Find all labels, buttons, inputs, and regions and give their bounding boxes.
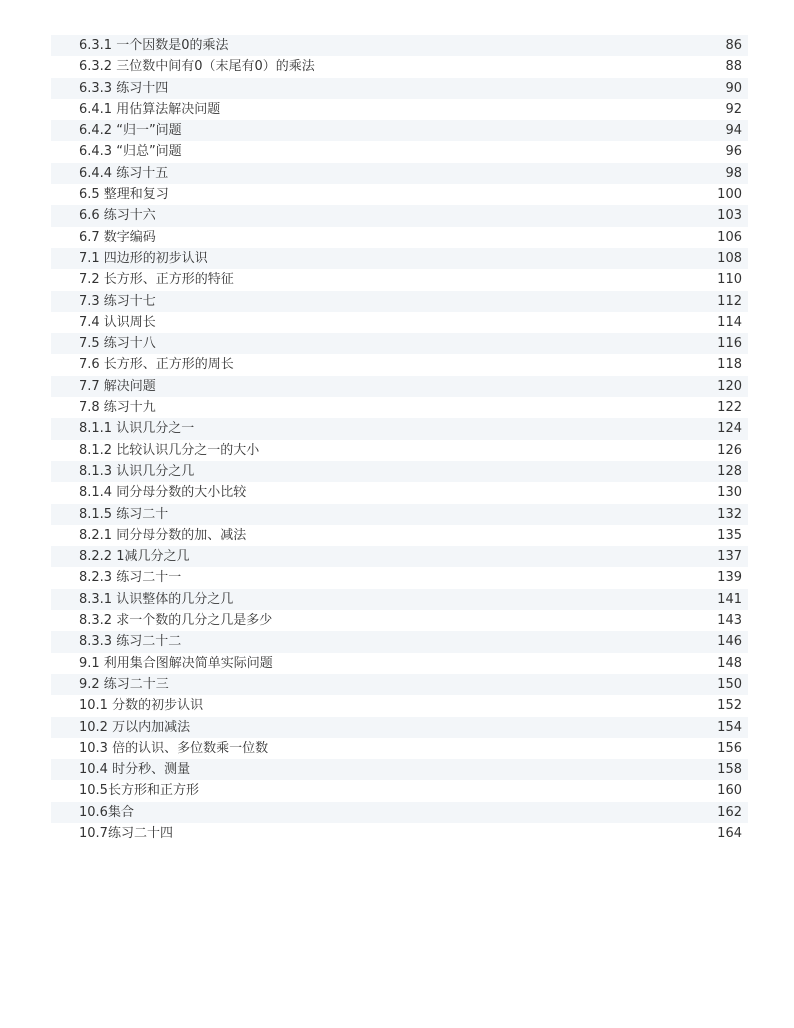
toc-entry-page-number: 143 <box>717 613 742 629</box>
toc-entry-page-number: 135 <box>717 527 742 543</box>
toc-entry-page-number: 162 <box>717 804 742 820</box>
toc-entry-title: 10.1 分数的初步认识 <box>79 698 204 714</box>
toc-row[interactable] <box>51 227 748 248</box>
toc-entry-page-number: 132 <box>717 506 742 522</box>
toc-entry-page-number: 86 <box>725 38 742 53</box>
toc-entry-page-number: 106 <box>717 229 742 245</box>
table-of-contents <box>51 35 748 844</box>
toc-entry-title: 8.3.3 练习二十二 <box>79 634 182 650</box>
toc-entry-title: 8.3.2 求一个数的几分之几是多少 <box>79 613 273 629</box>
toc-entry-title: 6.4.1 用估算法解决问题 <box>79 101 221 117</box>
toc-entry-page-number: 130 <box>717 485 742 501</box>
toc-entry-page-number: 124 <box>717 421 742 437</box>
toc-entry-page-number: 148 <box>717 655 742 671</box>
toc-row[interactable] <box>51 99 748 120</box>
toc-entry-title: 10.6集合 <box>79 804 134 820</box>
toc-entry-title: 8.1.4 同分母分数的大小比较 <box>79 485 247 501</box>
toc-row[interactable] <box>51 120 748 141</box>
toc-row[interactable] <box>51 418 748 439</box>
toc-row[interactable] <box>51 205 748 226</box>
toc-row[interactable] <box>51 631 748 652</box>
toc-row[interactable] <box>51 291 748 312</box>
toc-entry-title: 10.2 万以内加减法 <box>79 719 191 735</box>
toc-row[interactable] <box>51 802 748 823</box>
toc-entry-title: 10.4 时分秒、测量 <box>79 762 191 778</box>
toc-entry-title: 9.1 利用集合图解决简单实际问题 <box>79 655 273 671</box>
toc-row[interactable] <box>51 674 748 695</box>
toc-entry-page-number: 114 <box>717 314 742 330</box>
toc-entry-page-number: 141 <box>717 591 742 607</box>
toc-entry-title: 10.5长方形和正方形 <box>79 783 199 799</box>
toc-entry-title: 6.7 数字编码 <box>79 229 156 245</box>
toc-entry-title: 7.4 认识周长 <box>79 314 156 330</box>
toc-row[interactable] <box>51 312 748 333</box>
toc-entry-title: 6.4.3 “归总”问题 <box>79 144 182 160</box>
toc-entry-title: 9.2 练习二十三 <box>79 676 169 692</box>
toc-entry-page-number: 98 <box>725 165 742 181</box>
toc-entry-title: 10.7练习二十四 <box>79 825 173 841</box>
toc-entry-title: 8.2.2 1减几分之几 <box>79 549 190 565</box>
toc-entry-page-number: 90 <box>725 80 742 96</box>
toc-entry-title: 6.4.2 “归一”问题 <box>79 123 182 139</box>
toc-entry-title: 8.1.1 认识几分之一 <box>79 421 195 437</box>
toc-entry-page-number: 88 <box>725 59 742 75</box>
toc-row[interactable] <box>51 461 748 482</box>
toc-entry-title: 6.3.2 三位数中间有0（末尾有0）的乘法 <box>79 59 315 75</box>
toc-entry-title: 6.3.3 练习十四 <box>79 80 169 96</box>
toc-entry-page-number: 92 <box>725 101 742 117</box>
toc-entry-page-number: 146 <box>717 634 742 650</box>
toc-entry-page-number: 150 <box>717 676 742 692</box>
toc-entry-page-number: 152 <box>717 698 742 714</box>
toc-row[interactable] <box>51 738 748 759</box>
toc-row[interactable] <box>51 397 748 418</box>
toc-entry-title: 8.1.2 比较认识几分之一的大小 <box>79 442 260 458</box>
toc-entry-page-number: 139 <box>717 570 742 586</box>
toc-row[interactable] <box>51 546 748 567</box>
toc-entry-page-number: 154 <box>717 719 742 735</box>
toc-entry-page-number: 112 <box>717 293 742 309</box>
toc-entry-page-number: 128 <box>717 463 742 479</box>
toc-entry-page-number: 156 <box>717 740 742 756</box>
toc-row[interactable] <box>51 525 748 546</box>
toc-entry-page-number: 126 <box>717 442 742 458</box>
toc-entry-page-number: 164 <box>717 825 742 841</box>
toc-entry-page-number: 100 <box>717 187 742 203</box>
toc-entry-title: 7.5 练习十八 <box>79 336 156 352</box>
toc-entry-page-number: 160 <box>717 783 742 799</box>
toc-row[interactable] <box>51 354 748 375</box>
toc-entry-page-number: 120 <box>717 378 742 394</box>
toc-row[interactable] <box>51 653 748 674</box>
toc-row[interactable] <box>51 163 748 184</box>
toc-entry-page-number: 137 <box>717 549 742 565</box>
toc-entry-page-number: 96 <box>725 144 742 160</box>
toc-row[interactable] <box>51 823 748 844</box>
toc-entry-title: 7.8 练习十九 <box>79 400 156 416</box>
toc-entry-title: 7.7 解决问题 <box>79 378 156 394</box>
toc-row[interactable] <box>51 56 748 77</box>
toc-entry-title: 6.5 整理和复习 <box>79 187 169 203</box>
toc-row[interactable] <box>51 78 748 99</box>
toc-row[interactable] <box>51 333 748 354</box>
toc-entry-page-number: 94 <box>725 123 742 139</box>
toc-entry-title: 7.3 练习十七 <box>79 293 156 309</box>
toc-row[interactable] <box>51 589 748 610</box>
toc-entry-title: 7.6 长方形、正方形的周长 <box>79 357 234 373</box>
toc-entry-title: 8.2.1 同分母分数的加、减法 <box>79 527 247 543</box>
toc-row[interactable] <box>51 717 748 738</box>
toc-entry-title: 8.2.3 练习二十一 <box>79 570 182 586</box>
toc-row[interactable] <box>51 504 748 525</box>
toc-entry-title: 8.1.3 认识几分之几 <box>79 463 195 479</box>
toc-entry-page-number: 122 <box>717 400 742 416</box>
toc-entry-title: 6.4.4 练习十五 <box>79 165 169 181</box>
toc-entry-page-number: 110 <box>717 272 742 288</box>
toc-entry-title: 6.3.1 一个因数是0的乘法 <box>79 38 229 53</box>
toc-row[interactable] <box>51 184 748 205</box>
toc-entry-title: 7.2 长方形、正方形的特征 <box>79 272 234 288</box>
toc-entry-title: 8.1.5 练习二十 <box>79 506 169 522</box>
toc-row[interactable] <box>51 440 748 461</box>
toc-entry-page-number: 116 <box>717 336 742 352</box>
toc-entry-page-number: 158 <box>717 762 742 778</box>
toc-row[interactable] <box>51 610 748 631</box>
toc-row[interactable] <box>51 482 748 503</box>
toc-row[interactable] <box>51 35 748 56</box>
toc-entry-page-number: 118 <box>717 357 742 373</box>
toc-entry-page-number: 103 <box>717 208 742 224</box>
toc-entry-title: 6.6 练习十六 <box>79 208 156 224</box>
toc-entry-page-number: 108 <box>717 250 742 266</box>
toc-row[interactable] <box>51 759 748 780</box>
toc-row[interactable] <box>51 695 748 716</box>
toc-entry-title: 8.3.1 认识整体的几分之几 <box>79 591 234 607</box>
toc-row[interactable] <box>51 376 748 397</box>
toc-row[interactable] <box>51 269 748 290</box>
toc-row[interactable] <box>51 248 748 269</box>
toc-row[interactable] <box>51 567 748 588</box>
toc-entry-title: 7.1 四边形的初步认识 <box>79 250 208 266</box>
toc-row[interactable] <box>51 141 748 162</box>
toc-entry-title: 10.3 倍的认识、多位数乘一位数 <box>79 740 269 756</box>
toc-row[interactable] <box>51 780 748 801</box>
